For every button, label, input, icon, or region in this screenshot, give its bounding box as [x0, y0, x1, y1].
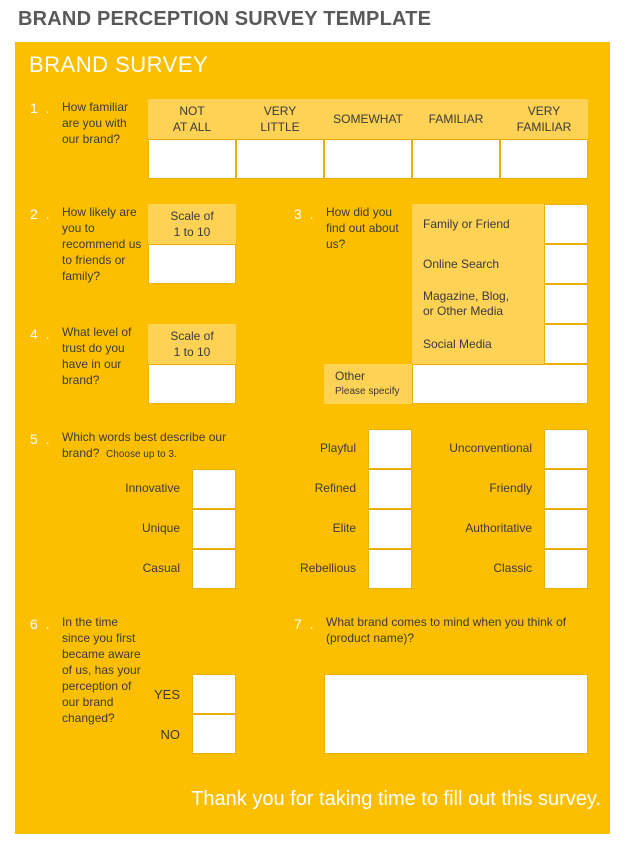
q1-answer-box-somewhat[interactable] [324, 139, 412, 179]
survey-title: BRAND SURVEY [29, 52, 209, 77]
q6-yes-checkbox[interactable] [192, 674, 236, 714]
q1-option-header-familiar: FAMILIAR [412, 99, 500, 139]
question-text-1: How familiar are you with our brand? [62, 100, 129, 146]
q2-answer-box[interactable] [148, 244, 236, 284]
q6-no-label: NO [160, 727, 180, 742]
q5-word-rebellious: Rebellious [299, 561, 356, 575]
q6-no-checkbox[interactable] [192, 714, 236, 754]
q4-scale-label: Scale of 1 to 10 [148, 324, 236, 364]
question-number-5: 5 . [30, 431, 52, 447]
q1-answer-box-very-familiar[interactable] [500, 139, 588, 179]
q1-option-header-very-familiar: VERY FAMILIAR [500, 99, 588, 139]
q5-checkbox-friendly[interactable] [544, 469, 588, 509]
question-text-7: What brand comes to mind when you think of (product name)? [326, 615, 567, 645]
question-text-2: How likely are you to recommend us to friends or family? [62, 205, 142, 283]
q1-option-header-not-at-all: NOT AT ALL [148, 99, 236, 139]
question-text-4: What level of trust do you have in our brand? [62, 325, 132, 387]
q1-option-header-very-little: VERY LITTLE [236, 99, 324, 139]
q3-other-specify-field[interactable] [412, 364, 588, 404]
q5-word-casual: Casual [142, 561, 180, 575]
q5-word-playful: Playful [319, 441, 356, 455]
q5-word-classic: Classic [493, 561, 532, 575]
question-text-3: How did you find out about us? [326, 205, 399, 251]
q5-checkbox-casual[interactable] [192, 549, 236, 589]
q5-hint: Choose up to 3. [106, 449, 177, 460]
q6-yes-label: YES [153, 687, 180, 702]
q2-scale-label: Scale of 1 to 10 [148, 204, 236, 244]
q5-checkbox-classic[interactable] [544, 549, 588, 589]
q3-checkbox-family-or-friend[interactable] [544, 204, 588, 244]
q5-word-unconventional: Unconventional [449, 441, 532, 455]
question-number-4: 4 . [30, 326, 52, 342]
page-title: BRAND PERCEPTION SURVEY TEMPLATE [18, 8, 432, 30]
q3-checkbox-online-search[interactable] [544, 244, 588, 284]
q5-checkbox-refined[interactable] [368, 469, 412, 509]
q3-option-social-media: Social Media [412, 324, 544, 364]
q3-checkbox-social-media[interactable] [544, 324, 588, 364]
q4-answer-box[interactable] [148, 364, 236, 404]
q1-option-header-somewhat: SOMEWHAT [324, 99, 412, 139]
q5-word-refined: Refined [314, 481, 356, 495]
thank-you-message: Thank you for taking time to fill out this survey. [191, 788, 601, 810]
question-number-1: 1 . [30, 100, 52, 116]
q3-option-online-search: Online Search [412, 244, 544, 284]
question-number-2: 2 . [30, 206, 52, 222]
q1-answer-box-very-little[interactable] [236, 139, 324, 179]
q5-word-elite: Elite [332, 521, 356, 535]
q5-word-innovative: Innovative [125, 481, 180, 495]
q5-word-unique: Unique [141, 521, 180, 535]
q5-checkbox-elite[interactable] [368, 509, 412, 549]
q5-checkbox-playful[interactable] [368, 429, 412, 469]
question-number-6: 6 . [30, 616, 52, 632]
q1-answer-box-familiar[interactable] [412, 139, 500, 179]
question-text-6: In the time since you first became aware of us, has your perception of our brand changed? [62, 615, 141, 725]
question-number-3: 3 . [294, 206, 316, 222]
q3-option-other: Other Please specify [324, 364, 412, 404]
q5-word-authoritative: Authoritative [465, 521, 532, 535]
question-number-7: 7 . [294, 616, 316, 632]
q1-answer-box-not-at-all[interactable] [148, 139, 236, 179]
q3-checkbox-magazine-blog-media[interactable] [544, 284, 588, 324]
q3-option-magazine-blog-media: Magazine, Blog, or Other Media [412, 284, 544, 324]
q5-checkbox-unconventional[interactable] [544, 429, 588, 469]
q5-checkbox-rebellious[interactable] [368, 549, 412, 589]
question-text-5: Which words best describe our brand? Choose up to 3. [62, 430, 227, 460]
q5-checkbox-unique[interactable] [192, 509, 236, 549]
q5-checkbox-authoritative[interactable] [544, 509, 588, 549]
q3-option-family-or-friend: Family or Friend [412, 204, 544, 244]
q7-answer-field[interactable] [324, 674, 588, 754]
q5-checkbox-innovative[interactable] [192, 469, 236, 509]
q5-word-friendly: Friendly [489, 481, 532, 495]
